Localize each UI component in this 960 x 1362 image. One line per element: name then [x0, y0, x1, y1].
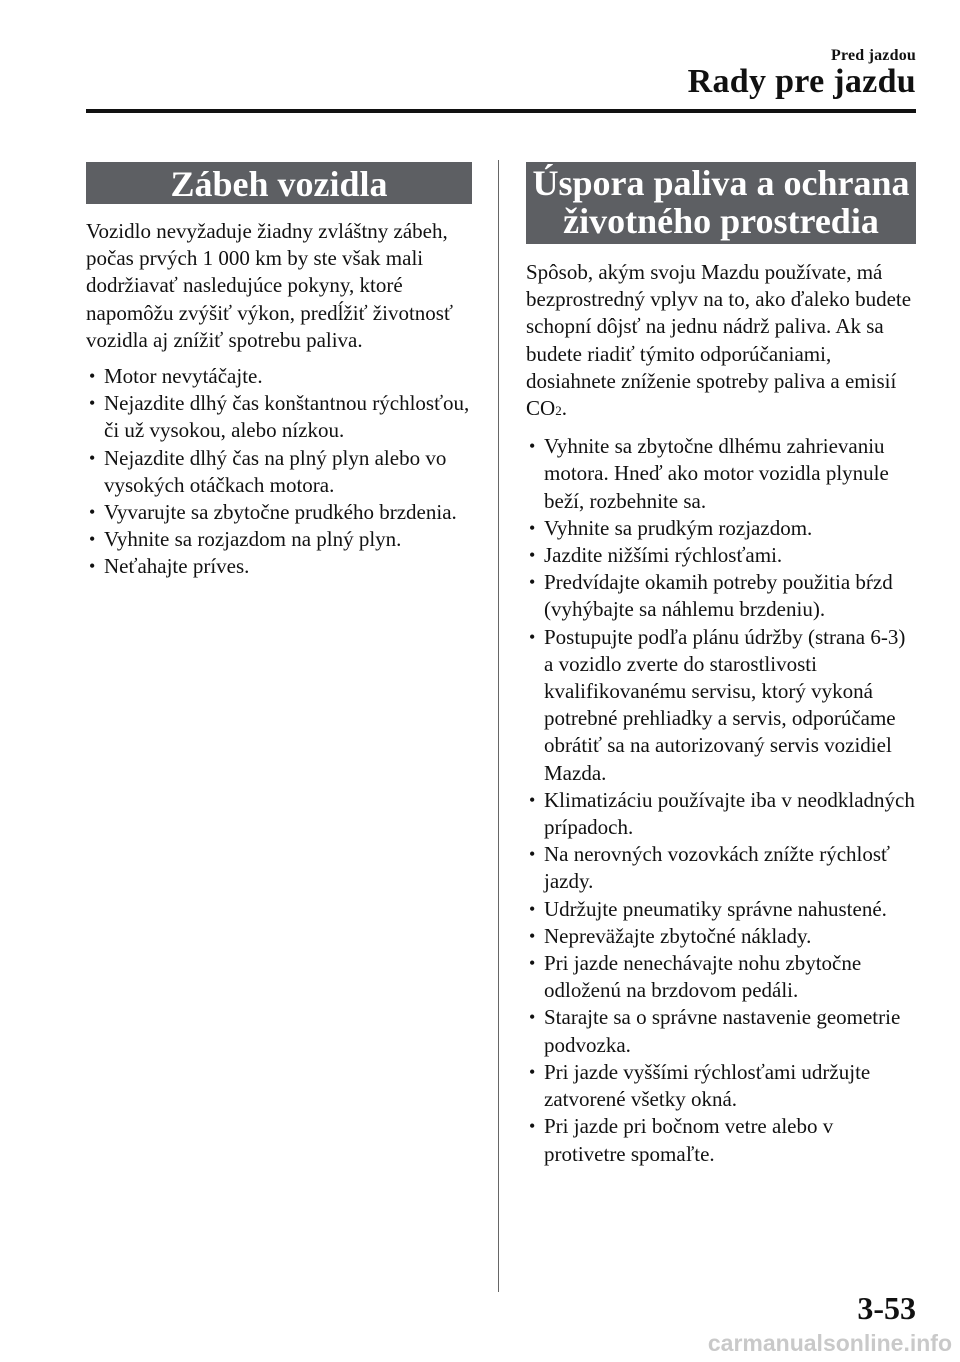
section-title-fuel-economy [526, 162, 916, 244]
list-item: • Pri jazde nenechávajte nohu zbytočne odloženú na brzdovom pedáli. [529, 951, 862, 1003]
list-item: • Nepreväžajte zbytočné náklady. [526, 923, 916, 950]
bullet-icon: • [529, 436, 536, 457]
list-item: • Nejazdite dlhý čas na plný plyn alebo vo vysokých otáčkach motora. [89, 445, 447, 497]
bullet-icon: • [89, 447, 96, 468]
page-header-title: Rady pre jazdu [687, 63, 916, 100]
right-column [526, 162, 916, 1168]
bullet-icon: • [529, 1061, 536, 1082]
bullet-icon: • [89, 366, 96, 387]
bullet-icon: • [89, 393, 96, 414]
list-item: • Jazdite nižšími rýchlosťami. [526, 542, 916, 569]
section-title-break-in: Zábeh vozidla [86, 162, 472, 204]
list-item: • Neťahajte príves. [86, 553, 472, 580]
bullet-icon: • [529, 844, 536, 865]
list-item: • Nejazdite dlhý čas konštantnou rýchlosťou, či už vysokou, alebo nízkou. [89, 391, 470, 443]
bullet-icon: • [529, 925, 536, 946]
bullet-icon: • [89, 529, 96, 550]
list-item: • Postupujte podľa plánu údržby (strana 6-3) a vozidlo zverte do starostlivosti kvalifikovanému servisu, ktorý vykoná potrebné prehliadky a servis, odporúčame obrátiť sa na autorizovaný servis vozidiel Mazda. [529, 624, 906, 785]
list-item: • Pri jazde vyššími rýchlosťami udržujte zatvorené všetky okná. [529, 1059, 871, 1112]
watermark[interactable]: carmanualsonline.info [707, 1330, 952, 1356]
bullet-icon: • [529, 1007, 536, 1028]
section-title-line-1: Úspora paliva a ochrana [532, 163, 910, 203]
co2-subscript: 2 [555, 403, 562, 419]
column-divider [498, 160, 499, 1292]
bullet-icon: • [529, 517, 536, 538]
list-item: • Pri jazde pri bočnom vetre alebo v protivetre spomaľte. [529, 1114, 834, 1166]
page-number: 3-53 [857, 1290, 916, 1326]
fuel-economy-list [526, 433, 916, 1167]
header-rule [86, 109, 916, 113]
list-item: • Vyvarujte sa zbytočne prudkého brzdenia. [86, 499, 472, 526]
bullet-icon: • [529, 789, 536, 810]
break-in-intro: Vozidlo nevyžaduje žiadny zvláštny zábeh, počas prvých 1 000 km by ste však mali dodržiavať nasledujúce pokyny, ktoré napomôžu zvýšiť výkon, predĺžiť životnosť vozidla aj znížiť spotrebu paliva. [86, 219, 453, 352]
left-column [86, 162, 472, 581]
list-item: • Vyhnite sa rozjazdom na plný plyn. [86, 526, 472, 553]
list-item: • Starajte sa o správne nastavenie geometrie podvozka. [529, 1005, 901, 1057]
bullet-icon: • [89, 502, 96, 523]
bullet-icon: • [89, 556, 96, 577]
bullet-icon: • [529, 953, 536, 974]
break-in-list [86, 363, 472, 581]
list-item: • Vyhnite sa zbytočne dlhému zahrievaniu motora. Hneď ako motor vozidla plynule beží, rozbehnite sa. [529, 434, 889, 513]
bullet-icon: • [529, 626, 536, 647]
list-item: • Motor nevytáčajte. [86, 363, 472, 390]
list-item: • Klimatizáciu používajte iba v neodkladných prípadoch. [529, 787, 915, 840]
bullet-icon: • [529, 545, 536, 566]
fuel-economy-intro: Spôsob, akým svoju Mazdu používate, má bezprostredný vplyv na to, ako ďaleko budete schopní dôjsť na jednu nádrž paliva. Ak sa budete riadiť týmito odporúčaniami, dosiahnete zníženie spotreby paliva a emisií CO2. [526, 260, 912, 421]
bullet-icon: • [529, 572, 536, 593]
list-item: • Udržujte pneumatiky správne nahustené. [526, 896, 916, 923]
list-item: • Predvídajte okamih potreby použitia bŕzd (vyhýbajte sa náhlemu brzdeniu). [529, 570, 893, 622]
list-item: • Vyhnite sa prudkým rozjazdom. [526, 515, 916, 542]
list-item: • Na nerovných vozovkách znížte rýchlosť jazdy. [529, 842, 891, 894]
bullet-icon: • [529, 898, 536, 919]
chapter-label: Pred jazdou [830, 47, 916, 64]
bullet-icon: • [529, 1116, 536, 1137]
section-title-line-2: životného prostredia [563, 201, 879, 241]
